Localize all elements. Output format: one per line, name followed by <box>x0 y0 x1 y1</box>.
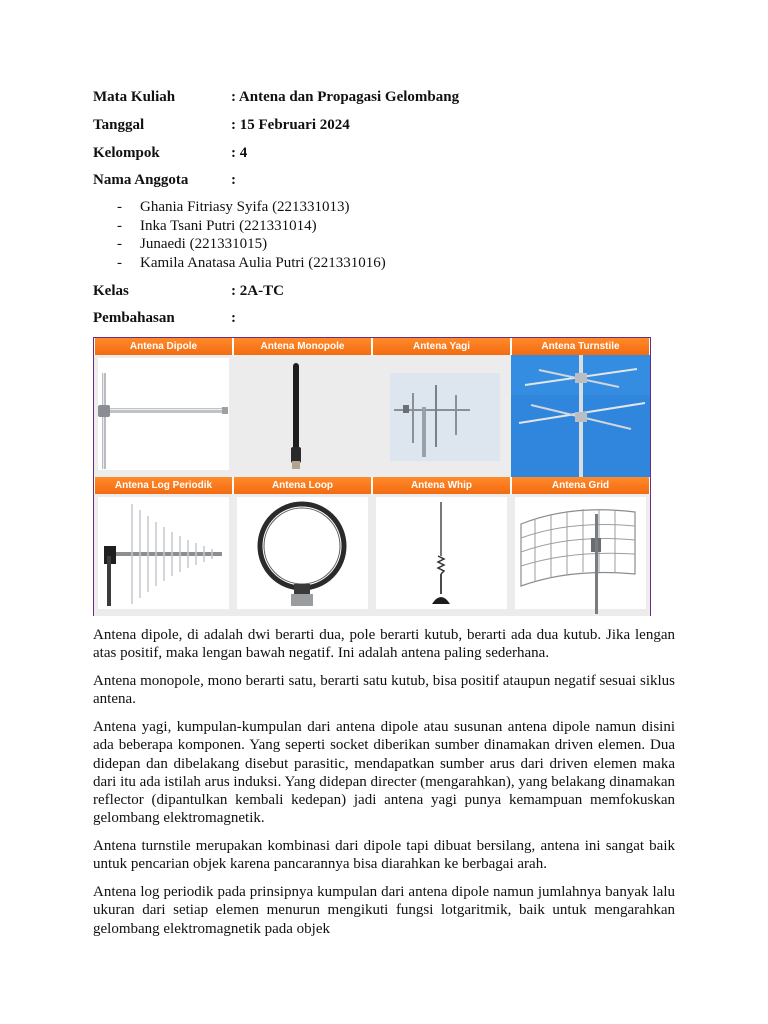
date-row <box>93 116 350 134</box>
paragraph-turnstile: Antena turnstile merupakan kombinasi dari dipole tapi dibuat bersilang, antena ini sangat baik untuk pencarian objek karena pancarannya bisa diarahkan ke berbagai arah. <box>93 838 675 873</box>
course-value: : Antena dan Propagasi Gelombang <box>231 89 460 105</box>
members-colon: : <box>231 172 236 188</box>
whip-caption: Antena Whip <box>372 477 511 494</box>
log-periodic-image <box>94 494 233 616</box>
paragraph-log-periodic: Antena log periodik pada prinsipnya kumpulan dari antena dipole namun jumlahnya banyak lalu ukuran dari setiap elemen menurun mengikuti fungsi lotgaritmik, baik untuk mengarahkan gelombang elektromagnetik pada objek <box>93 884 675 937</box>
cell-loop <box>233 477 372 616</box>
monopole-image <box>233 355 372 477</box>
grid-caption: Antena Grid <box>511 477 650 494</box>
discussion-colon: : <box>231 310 236 326</box>
discussion-label: Pembahasan <box>93 310 175 326</box>
members-label: Nama Anggota <box>93 172 189 188</box>
cell-turnstile <box>511 338 650 477</box>
cell-whip <box>372 477 511 616</box>
monopole-caption: Antena Monopole <box>233 338 372 355</box>
date-value: : 15 Februari 2024 <box>231 117 350 133</box>
group-row <box>93 144 247 162</box>
discussion-row <box>93 309 236 327</box>
members-row <box>93 171 236 189</box>
yagi-image <box>372 355 511 477</box>
paragraph-dipole: Antena dipole, di adalah dwi berarti dua, pole berarti kutub, berarti ada dua kutub. Jika lengan atas positif, maka lengan bawah negatif. Ini adalah antena paling sederhana. <box>93 627 675 662</box>
member-list <box>117 198 386 272</box>
whip-image <box>372 494 511 616</box>
course-row <box>93 88 459 106</box>
cell-grid <box>511 477 650 616</box>
cell-dipole <box>94 338 233 477</box>
log-periodic-caption: Antena Log Periodik <box>94 477 233 494</box>
turnstile-caption: Antena Turnstile <box>511 338 650 355</box>
yagi-caption: Antena Yagi <box>372 338 511 355</box>
list-item: - Ghania Fitriasy Syifa (221331013) <box>117 198 386 217</box>
turnstile-image <box>511 355 650 477</box>
cell-monopole <box>233 338 372 477</box>
list-item: - Inka Tsani Putri (221331014) <box>117 217 386 236</box>
course-label: Mata Kuliah <box>93 89 176 105</box>
date-label: Tanggal <box>93 117 145 133</box>
loop-image <box>233 494 372 616</box>
class-label: Kelas <box>93 283 129 299</box>
paragraph-yagi: Antena yagi, kumpulan-kumpulan dari antena dipole atau susunan antena dipole namun disini ada beberapa komponen. Yang seperti socket diberikan sumber dinamakan driven elemen. Dua didepan dan dibelakang disebut parasitic, mendapatkan sumber arus dari driven elemen maka dari itu ada istilah arus induksi. Yang didepan directer (mengarahkan), yang belakang dinamakan reflector (dipantulkan kembali kedepan) jadi antena yagi punya kemampuan memfokuskan gelombang elektromagnetik. <box>93 719 675 827</box>
antenna-figure <box>93 337 651 616</box>
dipole-image <box>94 355 233 477</box>
dipole-caption: Antena Dipole <box>94 338 233 355</box>
group-label: Kelompok <box>93 145 160 161</box>
list-item: - Junaedi (221331015) <box>117 235 386 254</box>
list-item: - Kamila Anatasa Aulia Putri (221331016) <box>117 254 386 273</box>
cell-yagi <box>372 338 511 477</box>
grid-image <box>511 494 650 616</box>
paragraph-monopole: Antena monopole, mono berarti satu, berarti satu kutub, bisa positif ataupun negatif sesuai siklus antena. <box>93 673 675 708</box>
class-value: : 2A-TC <box>231 283 284 299</box>
cell-log-periodic <box>94 477 233 616</box>
loop-caption: Antena Loop <box>233 477 372 494</box>
group-value: : 4 <box>231 145 248 161</box>
class-row <box>93 282 284 300</box>
